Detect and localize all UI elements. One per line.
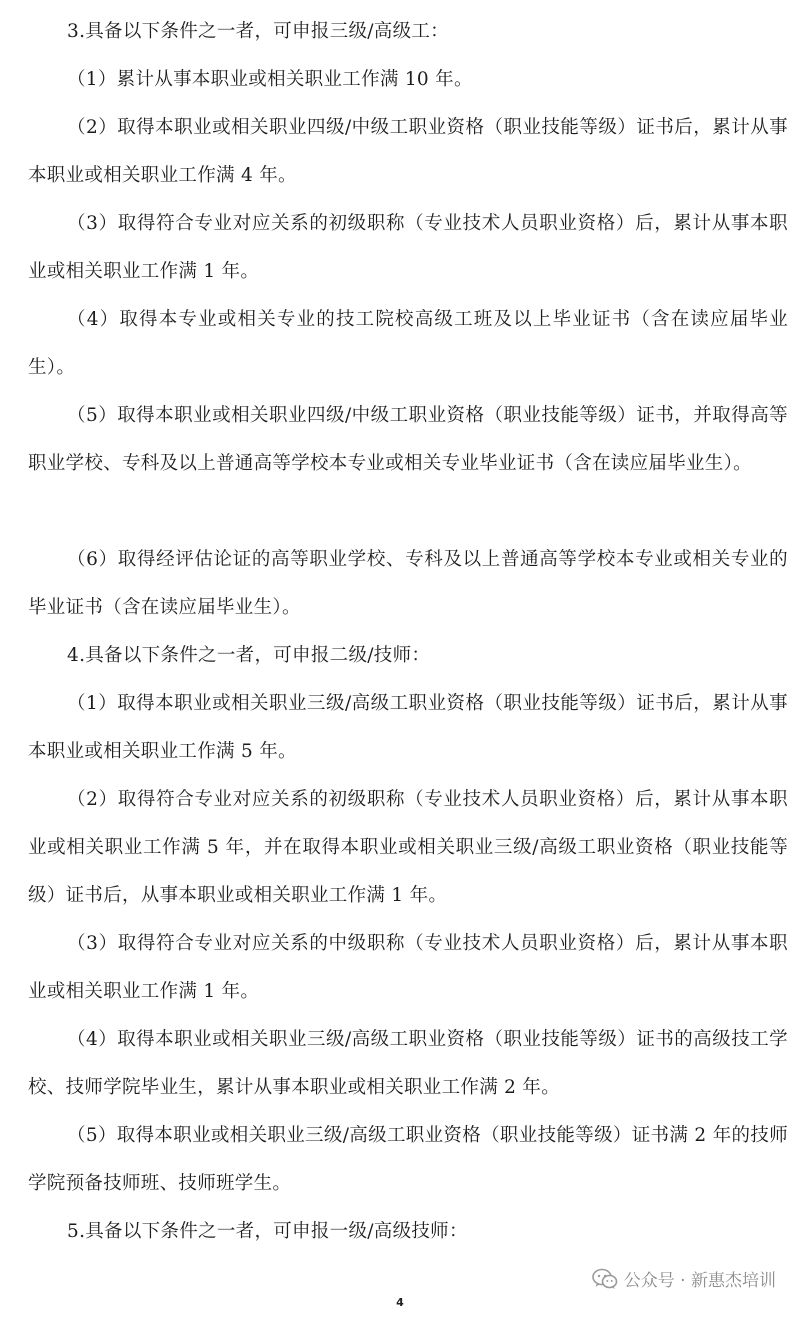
- list-item: （5）取得本职业或相关职业四级/中级工职业资格（职业技能等级）证书，并取得高等职业学校、专科及以上普通高等学校本专业或相关专业毕业证书（含在读应届毕业生）。: [28, 405, 788, 474]
- wechat-icon: [592, 1268, 618, 1290]
- list-item: （4）取得本职业或相关职业三级/高级工职业资格（职业技能等级）证书的高级技工学校、技师学院毕业生，累计从事本职业或相关职业工作满 2 年。: [28, 1029, 788, 1098]
- list-item: （2）取得本职业或相关职业四级/中级工职业资格（职业技能等级）证书后，累计从事本职业或相关职业工作满 4 年。: [28, 117, 788, 186]
- list-item: （3）取得符合专业对应关系的初级职称（专业技术人员职业资格）后，累计从事本职业或相关职业工作满 1 年。: [28, 213, 788, 282]
- list-item: （5）取得本职业或相关职业三级/高级工职业资格（职业技能等级）证书满 2 年的技师学院预备技师班、技师班学生。: [28, 1125, 788, 1194]
- page-number: 4: [396, 1296, 404, 1309]
- section-heading-5: 5.具备以下条件之一者，可申报一级/高级技师：: [67, 1221, 468, 1242]
- watermark-text: 公众号 · 新惠杰培训: [623, 1271, 776, 1291]
- list-item: （3）取得符合专业对应关系的中级职称（专业技术人员职业资格）后，累计从事本职业或相关职业工作满 1 年。: [28, 933, 788, 1002]
- list-item: （2）取得符合专业对应关系的初级职称（专业技术人员职业资格）后，累计从事本职业或相关职业工作满 5 年，并在取得本职业或相关职业三级/高级工职业资格（职业技能等级）证书后，从事本职业或相关职业工作满 1 年。: [28, 789, 788, 906]
- section-heading-4: 4.具备以下条件之一者，可申报二级/技师：: [67, 645, 431, 666]
- list-item: （4）取得本专业或相关专业的技工院校高级工班及以上毕业证书（含在读应届毕业生）。: [28, 309, 788, 378]
- list-item: （1）取得本职业或相关职业三级/高级工职业资格（职业技能等级）证书后，累计从事本职业或相关职业工作满 5 年。: [28, 693, 788, 762]
- list-item: （1）累计从事本职业或相关职业工作满 10 年。: [67, 69, 473, 90]
- wechat-watermark: [592, 1266, 776, 1291]
- list-item: （6）取得经评估论证的高等职业学校、专科及以上普通高等学校本专业或相关专业的毕业证书（含在读应届毕业生）。: [28, 549, 788, 618]
- section-heading-3: 3.具备以下条件之一者，可申报三级/高级工：: [67, 21, 449, 42]
